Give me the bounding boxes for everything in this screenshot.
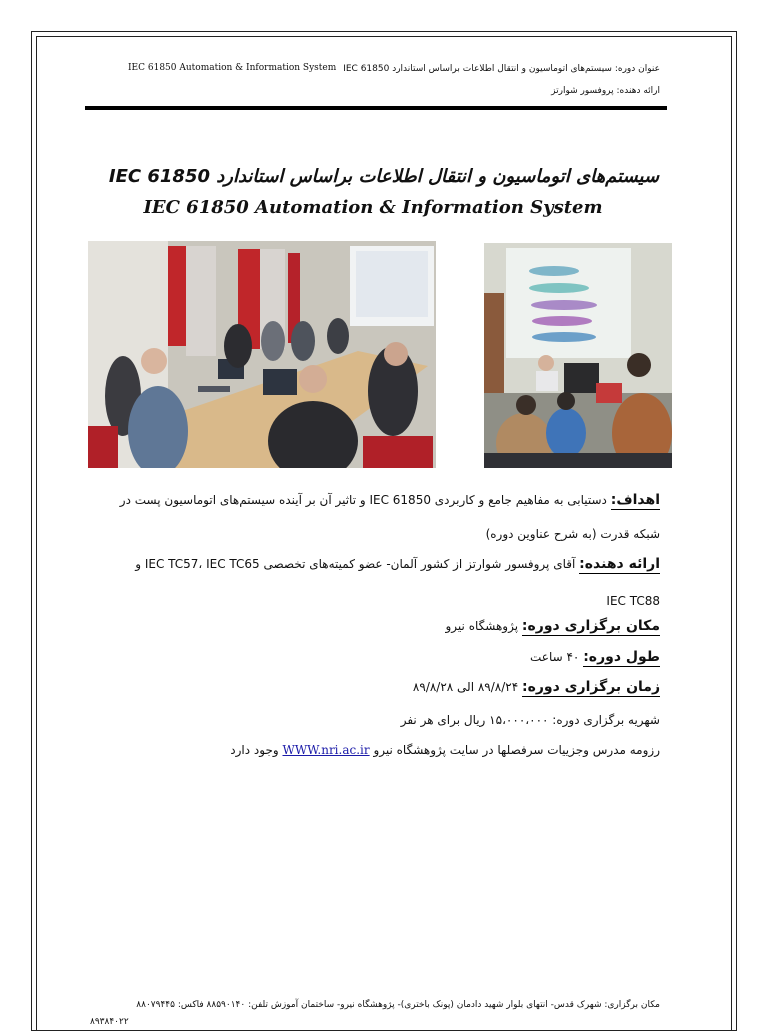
lecture-photo xyxy=(484,243,672,468)
fee-line xyxy=(401,713,660,727)
goals-text: دستیابی به مفاهیم جامع و کاربردی IEC 61850 و تاثیر آن بر آینده سیستم‌های اتوماسیون پست در xyxy=(119,493,607,507)
footer-address-2: ۸۹۳۸۴۰۲۲ xyxy=(90,1017,129,1027)
resume-line xyxy=(230,743,660,757)
presenter-text-2: IEC TC88 xyxy=(606,594,660,608)
fee-text: شهریه برگزاری دوره: ۱۵،۰۰۰،۰۰۰ ریال برای هر نفر xyxy=(400,713,660,727)
presenter-label: ارائه دهنده: xyxy=(579,556,660,572)
presenter-line xyxy=(135,556,660,572)
resume-text-before: رزومه مدرس وجزییات سرفصلها در سایت پژوهشگاه نیرو xyxy=(373,743,660,757)
footer-address: مکان برگزاری: شهرک قدس- انتهای بلوار شهید دادمان (پونک باختری)- پژوهشگاه نیرو- ساختمان آموزش تلفن: ۸۸۵۹۰۱۴۰ فاکس: ۸۸۰۷۹۴۴۵ xyxy=(136,1000,660,1010)
header-course-title-en: IEC 61850 Automation & Information System xyxy=(128,63,337,73)
time-text: ۸۹/۸/۲۴ الی ۸۹/۸/۲۸ xyxy=(412,680,519,694)
location-line xyxy=(446,618,660,634)
page-title-fa: سیستم‌های اتوماسیون و انتقال اطلاعات براساس استاندارد IEC 61850 xyxy=(108,166,660,187)
header-course-title: عنوان دوره: سیستم‌های اتوماسیون و انتقال اطلاعات براساس استاندارد IEC 61850 xyxy=(343,64,660,74)
presenter-line-2 xyxy=(606,594,660,608)
page-title-en: IEC 61850 Automation & Information System xyxy=(143,197,603,218)
institute-website-link[interactable]: WWW.nri.ac.ir xyxy=(282,743,370,757)
duration-line xyxy=(530,649,660,665)
classroom-photo xyxy=(88,241,436,468)
goals-text-2: شبکه قدرت (به شرح عناوین دوره) xyxy=(485,527,660,541)
location-label: مکان برگزاری دوره: xyxy=(521,618,660,634)
presenter-text: آقای پروفسور شوارتز از کشور آلمان- عضو کمیته‌های تخصصی IEC TC57، IEC TC65 و xyxy=(135,557,576,571)
goals-line xyxy=(120,492,660,508)
duration-label: طول دوره: xyxy=(583,649,660,665)
header-presenter: ارائه دهنده: پروفسور شوارتز xyxy=(551,86,660,96)
header-rule xyxy=(85,106,667,110)
time-label: زمان برگزاری دوره: xyxy=(522,679,660,695)
duration-text: ۴۰ ساعت xyxy=(530,650,580,664)
time-line xyxy=(413,679,660,695)
resume-text-after: وجود دارد xyxy=(230,743,279,757)
location-text: پژوهشگاه نیرو xyxy=(445,619,519,633)
goals-label: اهداف: xyxy=(610,492,660,508)
goals-line-2 xyxy=(486,527,660,541)
